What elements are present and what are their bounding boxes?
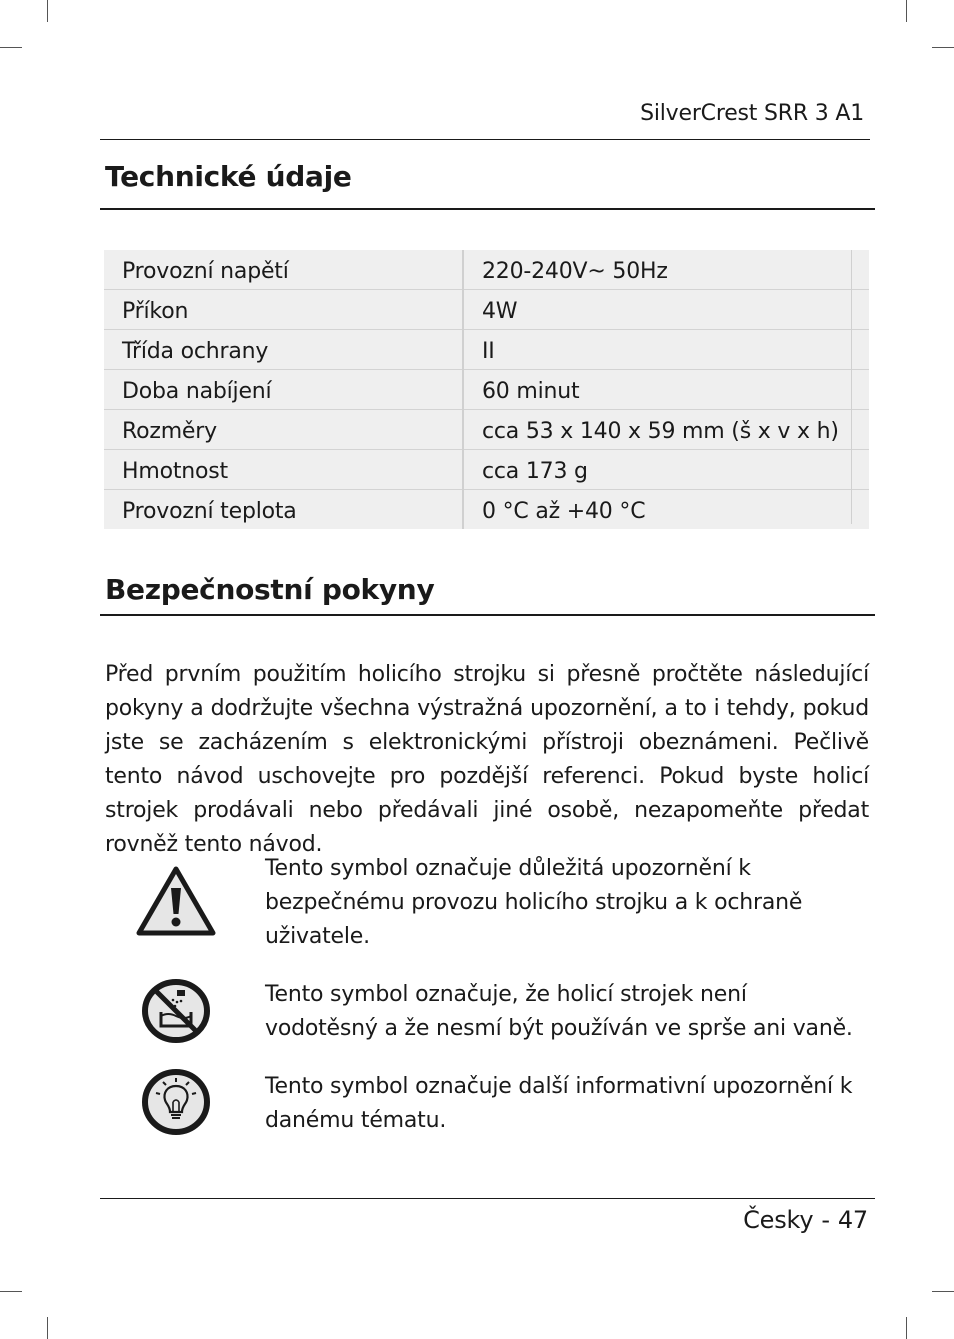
spec-value: cca 173 g [463, 450, 869, 490]
header-rule [100, 139, 870, 140]
notice-text: Tento symbol označuje, že holicí strojek není vodotěsný a že nesmí být používán ve sprše ani vaně. [265, 982, 853, 1041]
section-rule [100, 208, 875, 210]
light-bulb-icon [141, 1068, 211, 1136]
spec-value: cca 53 x 140 x 59 mm (š x v x h) [463, 410, 869, 450]
table-row [104, 490, 869, 530]
table-row [104, 290, 869, 330]
spec-value: 220-240V~ 50Hz [463, 250, 869, 290]
table-row [104, 250, 869, 290]
specs-table [104, 250, 869, 529]
warning-triangle-icon [136, 866, 216, 936]
crop-mark [0, 47, 22, 48]
crop-mark [932, 1291, 954, 1292]
crop-mark [47, 1317, 48, 1339]
section-title-technical: Technické údaje [105, 160, 352, 193]
spec-label: Příkon [104, 290, 463, 330]
spec-value: II [463, 330, 869, 370]
spec-value: 0 °C až +40 °C [482, 499, 646, 524]
spec-value: 60 minut [463, 370, 869, 410]
page-number: 47 [837, 1206, 868, 1234]
crop-mark [906, 1317, 907, 1339]
table-row [104, 410, 869, 450]
notice-text: Tento symbol označuje další informativní upozornění k danému tématu. [265, 1074, 853, 1133]
footer [743, 1206, 868, 1234]
footer-language: Česky [743, 1206, 814, 1234]
header-product-name: SilverCrest SRR 3 A1 [640, 101, 864, 126]
crop-mark [932, 47, 954, 48]
crop-mark [0, 1291, 22, 1292]
intro-paragraph: Před prvním použitím holicího strojku si přesně pročtěte následující pokyny a dodržujte všechna výstražná upozornění, a to i tehdy, pokud jste se zacházením s elektronickými přístroji obeznámeni. Pečlivě tento návod uschovejte pro pozdější referenci. Pokud byste holicí strojek prodávali nebo předávali jiné osobě, nezapomeňte předat rovněž tento návod. [105, 662, 869, 857]
spec-label: Doba nabíjení [104, 370, 463, 410]
spec-label: Rozměry [104, 410, 463, 450]
no-shower-bath-icon [141, 978, 211, 1044]
spec-label: Třída ochrany [104, 330, 463, 370]
table-divider [851, 250, 852, 524]
spec-label: Provozní napětí [104, 250, 463, 290]
footer-separator: - [821, 1206, 830, 1234]
section-title-safety: Bezpečnostní pokyny [105, 573, 435, 606]
section-rule [100, 614, 875, 616]
crop-mark [47, 0, 48, 22]
table-row [104, 450, 869, 490]
spec-label: Provozní teplota [104, 490, 463, 530]
crop-mark [906, 0, 907, 22]
spec-label: Hmotnost [104, 450, 463, 490]
table-row [104, 330, 869, 370]
notice-text: Tento symbol označuje důležitá upozornění k bezpečnému provozu holicího strojku a k ochraně uživatele. [265, 856, 803, 949]
table-row [104, 370, 869, 410]
footer-rule [100, 1198, 875, 1199]
spec-value: 4W [463, 290, 869, 330]
